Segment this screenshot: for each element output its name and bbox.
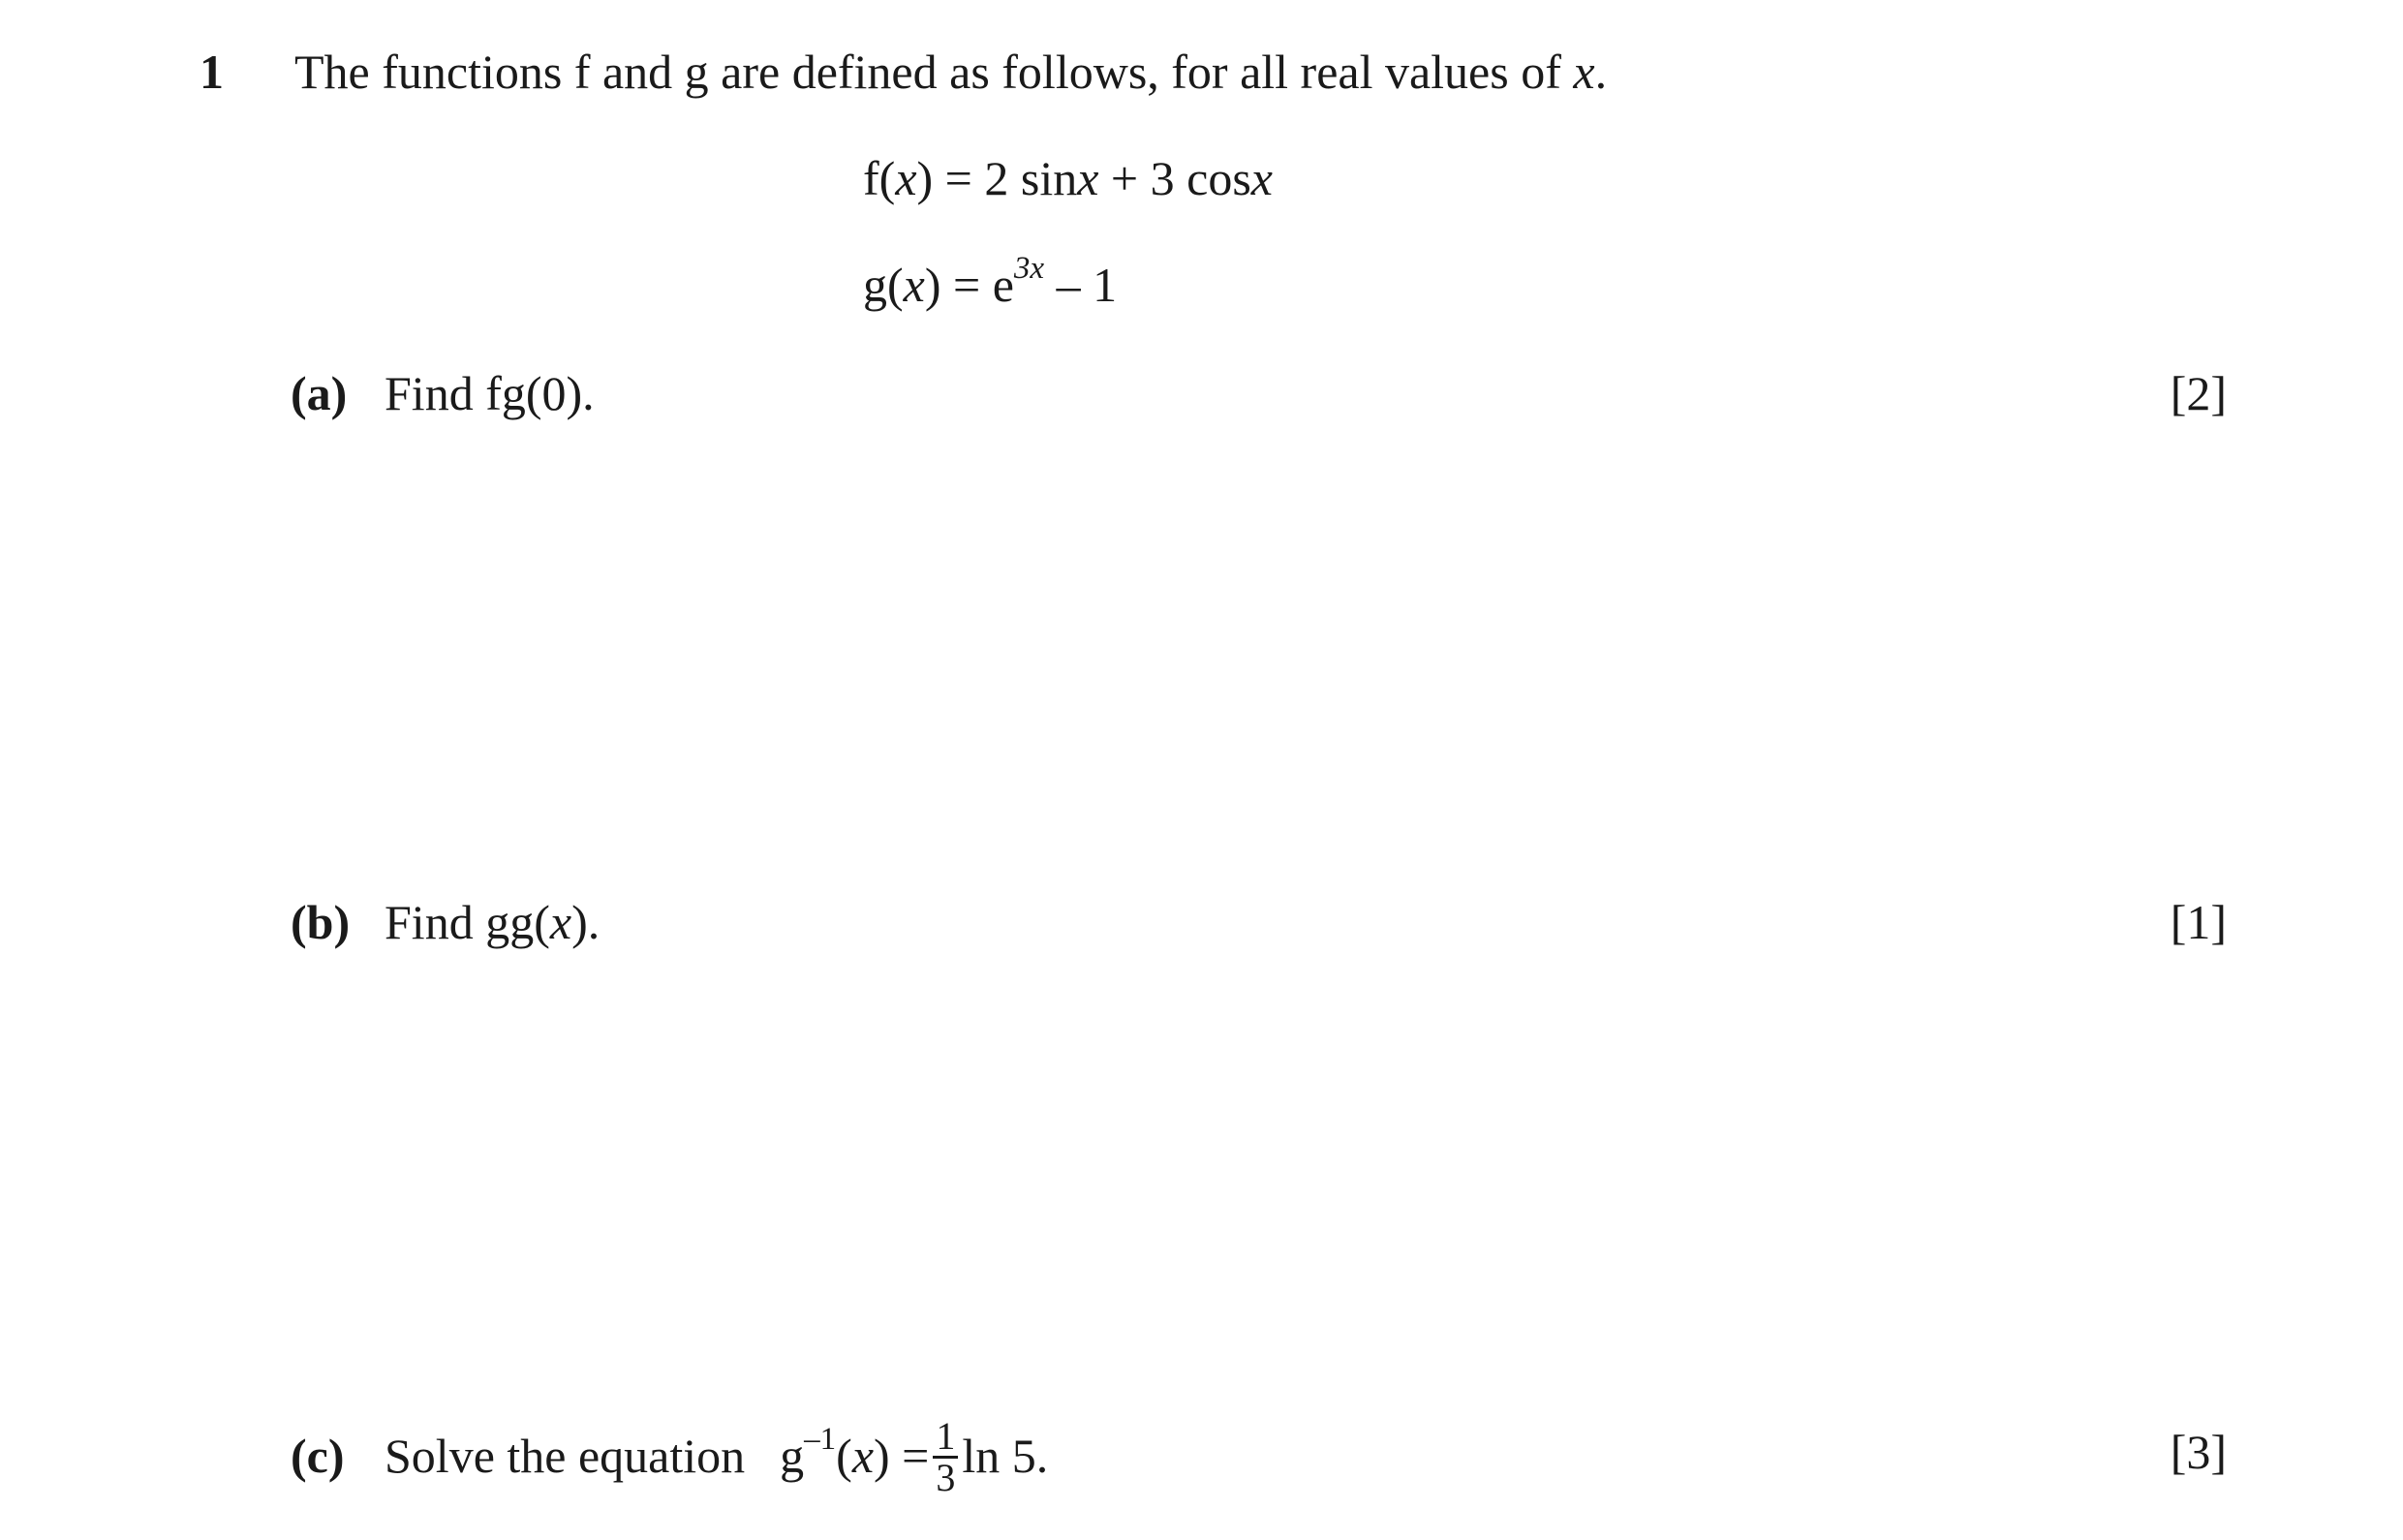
part-c-open: ( [836, 1428, 852, 1483]
intro-prefix: The functions f and g are defined as follows, for all real values of [294, 45, 1574, 99]
equation-f-var1: x [1077, 151, 1099, 205]
part-c-fraction [933, 1414, 958, 1499]
equation-f-mid: + 3 cos [1098, 151, 1251, 205]
equation-f-lhs-close: ) = 2 sin [916, 151, 1078, 205]
part-c-inverse-exponent: –1 [804, 1422, 837, 1458]
equation-f [863, 147, 1273, 209]
part-b-prefix: Find gg( [385, 895, 550, 949]
equation-f-lhs-name: f( [863, 151, 896, 205]
question-number: 1 [200, 45, 224, 99]
part-b-suffix: ). [571, 895, 601, 949]
part-c-tail: ln 5. [962, 1428, 1049, 1483]
equation-g-exponent: 3x [1013, 251, 1045, 287]
part-c-g-name: g [780, 1428, 805, 1483]
equation-f-lhs-var: x [895, 151, 917, 205]
part-c-close: ) = [874, 1428, 930, 1483]
part-a-label: (a) [291, 366, 348, 420]
part-c-marks: [3] [2170, 1425, 2227, 1479]
equation-g-lhs-var: x [903, 258, 925, 312]
equation-g-lhs-close: ) = e [924, 258, 1014, 312]
part-c-variable: x [851, 1428, 875, 1483]
part-c-fraction-numerator: 1 [933, 1417, 958, 1459]
intro-variable: x [1573, 45, 1595, 99]
part-b-marks: [1] [2170, 895, 2227, 949]
part-b-label: (b) [291, 895, 351, 949]
part-b-variable: x [549, 895, 572, 949]
part-c-fraction-denominator: 3 [936, 1456, 956, 1499]
part-a [291, 362, 595, 424]
equation-g [863, 251, 1118, 316]
part-c [291, 1414, 1049, 1501]
equation-f-var2: x [1250, 151, 1273, 205]
part-b [291, 891, 600, 953]
part-c-label: (c) [291, 1428, 345, 1483]
part-a-text: Find fg(0). [385, 366, 595, 420]
equation-g-lhs-name: g( [863, 258, 904, 312]
equation-g-tail: – 1 [1044, 258, 1118, 312]
question-intro [294, 41, 1607, 103]
part-c-prefix: Solve the equation [385, 1428, 746, 1483]
part-a-marks: [2] [2170, 366, 2227, 420]
intro-suffix: . [1594, 45, 1608, 99]
